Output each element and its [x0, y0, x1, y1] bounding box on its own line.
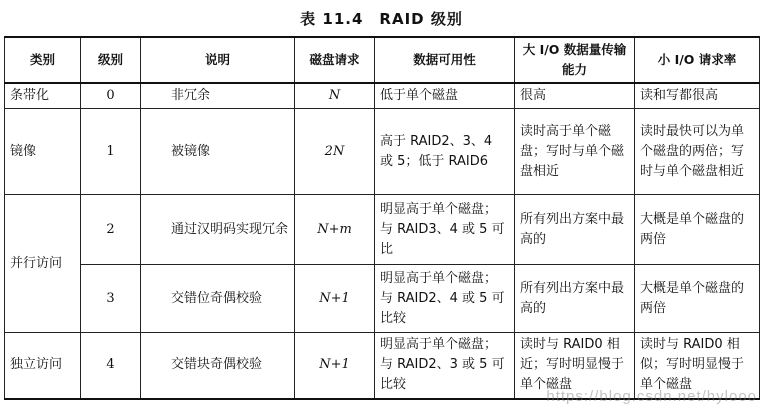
cell-large-io: 很高	[515, 83, 635, 109]
header-level: 级别	[81, 37, 141, 83]
cell-description: 通过汉明码实现冗余	[141, 195, 295, 265]
table-title: 表 11.4 RAID 级别	[300, 10, 463, 28]
header-category: 类别	[5, 37, 81, 83]
cell-level: 3	[81, 265, 141, 333]
cell-disk: N+1	[295, 265, 375, 333]
cell-level: 0	[81, 83, 141, 109]
table-row	[5, 109, 760, 195]
header-availability: 数据可用性	[375, 37, 515, 83]
cell-disk: 2N	[295, 109, 375, 195]
cell-disk: N	[295, 83, 375, 109]
cell-description: 交错位奇偶校验	[141, 265, 295, 333]
cell-category: 并行访问	[5, 195, 81, 333]
watermark: https://blog.csdn.net/hylooo	[546, 388, 757, 405]
header-small-io: 小 I/O 请求率	[635, 37, 760, 83]
cell-disk: N+1	[295, 333, 375, 399]
cell-large-io: 所有列出方案中最高的	[515, 195, 635, 265]
header-description: 说明	[141, 37, 295, 83]
cell-large-io: 读时与 RAID0 相近；写时明显慢于单个磁盘	[515, 333, 635, 399]
cell-small-io: 读时与 RAID0 相似；写时明显慢于单个磁盘	[635, 333, 760, 399]
cell-category: 条带化	[5, 83, 81, 109]
cell-availability: 明显高于单个磁盘；与 RAID3、4 或 5 可比	[375, 195, 515, 265]
cell-category: 镜像	[5, 109, 81, 195]
cell-availability: 明显高于单个磁盘；与 RAID2、3 或 5 可比较	[375, 333, 515, 399]
raid-levels-table	[4, 36, 760, 400]
table-row	[5, 195, 760, 265]
cell-large-io: 所有列出方案中最高的	[515, 265, 635, 333]
cell-availability: 高于 RAID2、3、4 或 5；低于 RAID6	[375, 109, 515, 195]
cell-availability: 低于单个磁盘	[375, 83, 515, 109]
cell-level: 2	[81, 195, 141, 265]
cell-small-io: 读和写都很高	[635, 83, 760, 109]
cell-availability: 明显高于单个磁盘；与 RAID2、4 或 5 可比较	[375, 265, 515, 333]
header-large-io: 大 I/O 数据量传输能力	[515, 37, 635, 83]
cell-description: 被镜像	[141, 109, 295, 195]
cell-disk: N+m	[295, 195, 375, 265]
cell-category: 独立访问	[5, 333, 81, 399]
cell-small-io: 大概是单个磁盘的两倍	[635, 265, 760, 333]
cell-level: 4	[81, 333, 141, 399]
cell-small-io: 读时最快可以为单个磁盘的两倍；写时与单个磁盘相近	[635, 109, 760, 195]
cell-small-io: 大概是单个磁盘的两倍	[635, 195, 760, 265]
table-row	[5, 265, 760, 333]
cell-large-io: 读时高于单个磁盘；写时与单个磁盘相近	[515, 109, 635, 195]
table-row	[5, 83, 760, 109]
cell-level: 1	[81, 109, 141, 195]
cell-description: 交错块奇偶校验	[141, 333, 295, 399]
header-row	[5, 37, 760, 83]
cell-description: 非冗余	[141, 83, 295, 109]
header-disk-request: 磁盘请求	[295, 37, 375, 83]
